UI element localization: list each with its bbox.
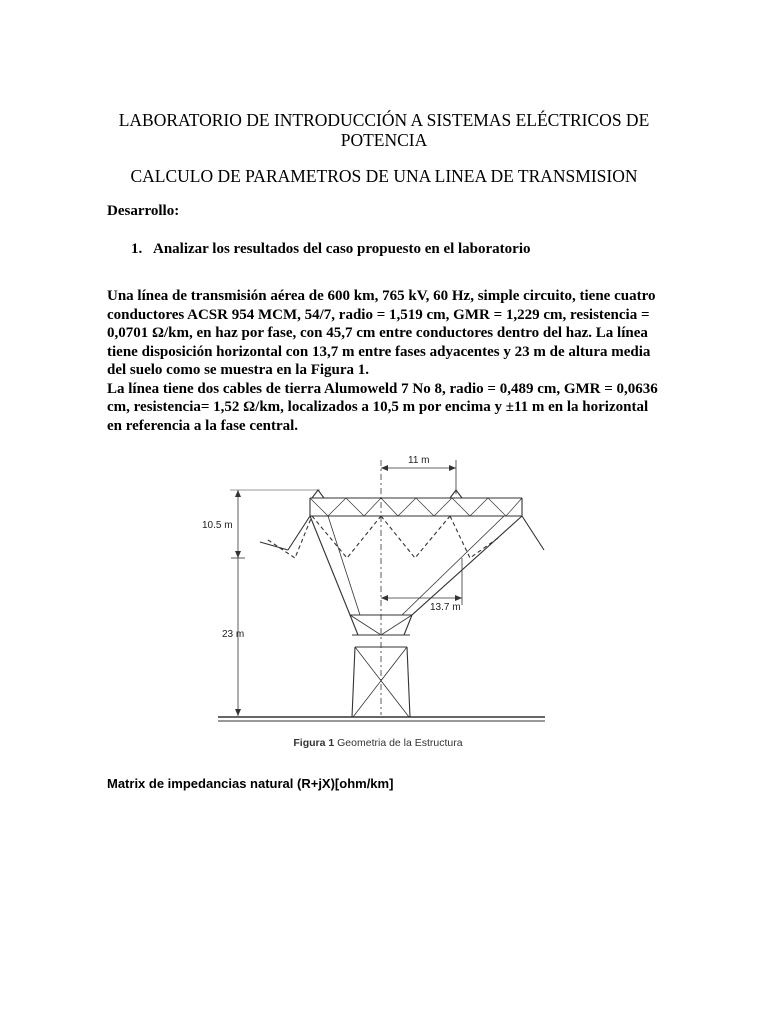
list-item-text: Analizar los resultados del caso propuesto en el laboratorio xyxy=(153,241,531,257)
label-23m: 23 m xyxy=(222,629,245,640)
paragraph-1-line: del suelo como se muestra en la Figura 1. xyxy=(107,362,370,378)
peak-left xyxy=(312,490,324,498)
tower-right-leg-upper xyxy=(404,516,522,635)
list-item-number: 1. xyxy=(131,241,143,257)
paragraph-1 xyxy=(107,287,667,435)
insulator-left xyxy=(312,516,381,558)
arm-left-tip xyxy=(260,542,288,550)
title-line-2: POTENCIA xyxy=(340,130,428,150)
paragraph-1-line: Una línea de transmisión aérea de 600 km, 765 kV, 60 Hz, simple circuito, tiene cuatro xyxy=(107,288,656,304)
tower-left-leg-lower xyxy=(352,647,355,717)
paragraph-2-line: cm, resistencia= 1,52 Ω/km, localizados a 10,5 m por encima y ±11 m en la horizontal xyxy=(107,399,649,415)
paragraph-1-line: tiene disposición horizontal con 13,7 m entre fases adyacentes y 23 m de altura media xyxy=(107,343,651,360)
document-subtitle: CALCULO DE PARAMETROS DE UNA LINEA DE TRANSMISION xyxy=(130,166,638,186)
caption-text: Geometria de la Estructura xyxy=(334,737,463,749)
tower-figure xyxy=(200,450,556,730)
label-11m: 11 m xyxy=(408,455,430,466)
title-line-1: LABORATORIO DE INTRODUCCIÓN A SISTEMAS ELÉCTRICOS DE xyxy=(118,110,650,130)
arm-left-end xyxy=(288,498,310,550)
label-13-7m: 13.7 m xyxy=(430,602,461,613)
arm-right-end xyxy=(522,498,544,550)
crossarm-lattice xyxy=(310,498,522,516)
paragraph-1-line: 0,0701 Ω/km, en haz por fase, con 45,7 cm entre conductores dentro del haz. La línea xyxy=(107,325,648,341)
insulator-outer-right xyxy=(450,516,498,558)
figure-caption xyxy=(200,737,556,749)
insulator-right xyxy=(381,516,450,558)
paragraph-2-line: en referencia a la fase central. xyxy=(107,417,299,434)
paragraph-2-line: La línea tiene dos cables de tierra Alumoweld 7 No 8, radio = 0,489 cm, GMR = 0,0636 xyxy=(107,380,658,397)
tower-right-inner xyxy=(402,516,504,615)
arrowheads xyxy=(235,465,462,716)
paragraph-1-line: conductores ACSR 954 MCM, 54/7, radio = 1,519 cm, GMR = 1,229 cm, resistencia = xyxy=(107,306,650,323)
caption-label: Figura 1 xyxy=(293,737,335,749)
label-10-5m: 10.5 m xyxy=(202,520,233,531)
tower-right-leg-lower xyxy=(407,647,410,717)
tower-diagram xyxy=(200,450,556,730)
matrix-heading: Matrix de impedancias natural (R+jX)[ohm/km] xyxy=(107,776,394,791)
list-item xyxy=(131,241,531,258)
document-title xyxy=(60,110,708,150)
section-heading: Desarrollo: xyxy=(107,203,180,219)
